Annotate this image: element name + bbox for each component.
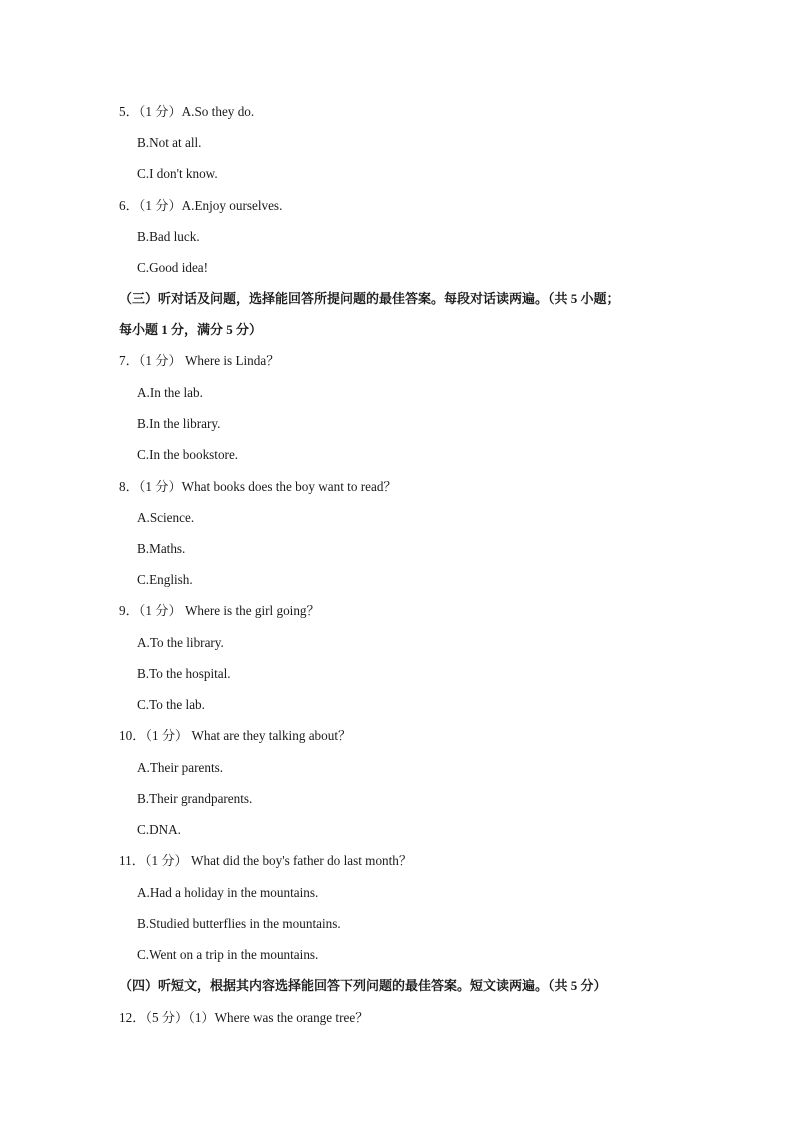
- question-7: [119, 353, 279, 369]
- question-text: A.Enjoy ourselves.: [181, 198, 283, 213]
- question-text: （1）Where was the orange tree？: [188, 1010, 369, 1025]
- question-8: [119, 479, 397, 495]
- question-text: Where is the girl going？: [181, 603, 320, 618]
- question-text: What books does the boy want to read？: [181, 479, 397, 494]
- question-number: 8．（1 分）: [119, 479, 182, 494]
- question-9: [119, 603, 320, 619]
- option-9a: A.To the library.: [137, 635, 224, 650]
- option-7b: B.In the library.: [137, 416, 221, 431]
- option-11b: B.Studied butterflies in the mountains.: [137, 916, 341, 931]
- option-10b: B.Their grandparents.: [137, 791, 253, 806]
- question-10: [119, 728, 351, 744]
- option-5b: B.Not at all.: [137, 135, 202, 150]
- question-number: 7．（1 分）: [119, 353, 182, 368]
- option-8a: A.Science.: [137, 510, 195, 525]
- question-number: 11．（1 分）: [119, 853, 188, 868]
- option-6b: B.Bad luck.: [137, 229, 200, 244]
- option-11c: C.Went on a trip in the mountains.: [137, 947, 319, 962]
- question-number: 12．（5 分）: [119, 1010, 189, 1025]
- option-7a: A.In the lab.: [137, 385, 203, 400]
- question-number: 5．（1 分）: [119, 104, 182, 119]
- option-10a: A.Their parents.: [137, 760, 224, 775]
- section-4-heading: （四）听短文，根据其内容选择能回答下列问题的最佳答案。短文读两遍。（共 5 分）: [119, 978, 607, 993]
- option-5c: C.I don't know.: [137, 166, 218, 181]
- question-5: [119, 104, 254, 120]
- question-number: 10．（1 分）: [119, 728, 189, 743]
- question-11: [119, 853, 412, 869]
- option-11a: A.Had a holiday in the mountains.: [137, 885, 319, 900]
- section-3-heading-line-1: （三）听对话及问题，选择能回答所提问题的最佳答案。每段对话读两遍。（共 5 小题；: [119, 291, 620, 306]
- option-6c: C.Good idea!: [137, 260, 209, 275]
- question-12: [119, 1010, 368, 1026]
- question-text: What did the boy's father do last month？: [187, 853, 413, 868]
- question-text: A.So they do.: [181, 104, 255, 119]
- option-9c: C.To the lab.: [137, 697, 205, 712]
- question-number: 6．（1 分）: [119, 198, 182, 213]
- question-text: Where is Linda？: [181, 353, 280, 368]
- question-text: What are they talking about？: [188, 728, 352, 743]
- option-8c: C.English.: [137, 572, 193, 587]
- option-8b: B.Maths.: [137, 541, 186, 556]
- question-6: [119, 198, 282, 214]
- section-3-heading-line-2: 每小题 1 分，满分 5 分）: [119, 322, 263, 337]
- option-7c: C.In the bookstore.: [137, 447, 239, 462]
- option-9b: B.To the hospital.: [137, 666, 231, 681]
- question-number: 9．（1 分）: [119, 603, 182, 618]
- option-10c: C.DNA.: [137, 822, 181, 837]
